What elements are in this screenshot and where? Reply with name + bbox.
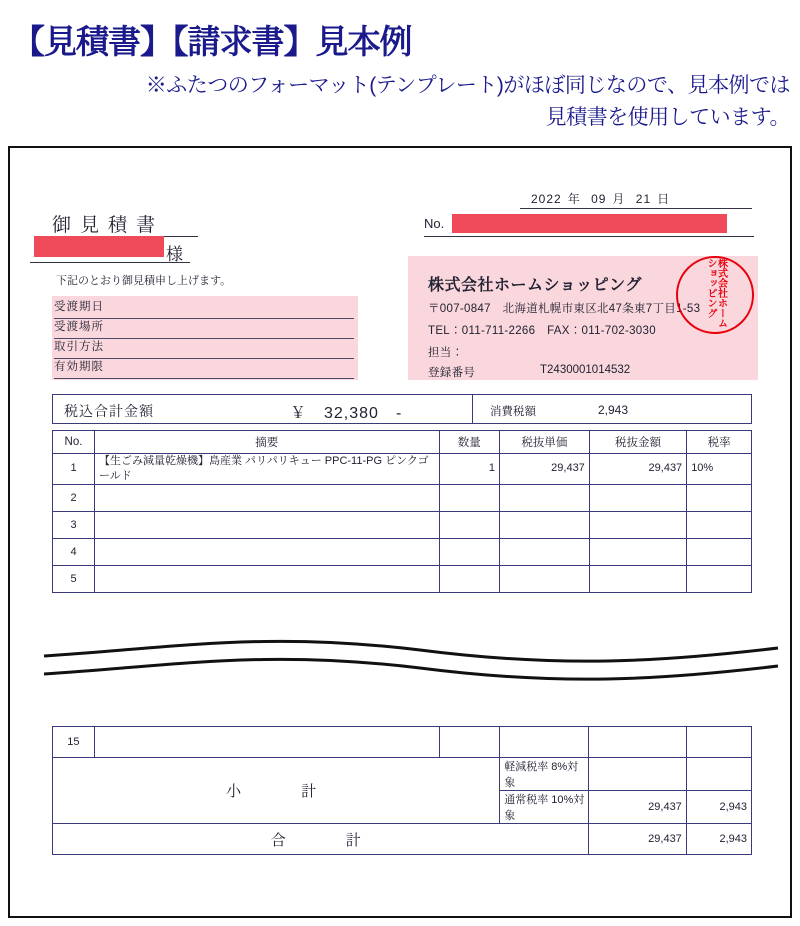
cell-amount (589, 565, 686, 592)
cell-rate (687, 484, 752, 511)
total-bar-label: 税込合計金額 (64, 403, 154, 419)
cell-desc (95, 484, 440, 511)
date-month-value: 09 (591, 192, 607, 206)
document-title: 御見積書 (52, 215, 165, 236)
cell-amount (589, 484, 686, 511)
total-bar-tax-value: 2,943 (598, 403, 629, 417)
cell-no: 4 (53, 538, 95, 565)
cell-amount (589, 727, 686, 758)
cell-unit (499, 565, 589, 592)
items-table-header-row (53, 431, 752, 454)
company-seal-icon (676, 256, 754, 334)
summary-row-reduced (53, 758, 752, 791)
cell-no: 15 (53, 727, 95, 758)
company-address: 〒007-0847 北海道札幌市東区北47条東7丁目1-53 (428, 303, 701, 315)
order-no-redaction (452, 214, 727, 233)
total-bar-separator (472, 394, 473, 424)
cell-rate (687, 511, 752, 538)
table-row (53, 484, 752, 511)
cell-desc (94, 727, 439, 758)
reduced-rate-label: 軽減税率 8%対象 (500, 758, 589, 791)
cell-unit (499, 484, 589, 511)
reduced-rate-amount (589, 758, 686, 791)
cell-rate (686, 727, 751, 758)
summary-row-total (53, 824, 752, 855)
header-no: No. (53, 431, 95, 454)
items-table (52, 430, 752, 593)
cell-unit (499, 511, 589, 538)
date-day-value: 21 (635, 192, 652, 206)
table-row-last-item (53, 727, 752, 758)
total-amount: 29,437 (589, 824, 686, 855)
date-row (528, 190, 673, 207)
cell-rate: 10% (687, 454, 752, 485)
header-qty: 数量 (439, 431, 499, 454)
cell-qty (439, 538, 499, 565)
cell-rate (687, 565, 752, 592)
cell-qty (439, 511, 499, 538)
wave-break-icon (40, 628, 782, 688)
company-registration-label: 登録番号 (428, 367, 476, 379)
date-month-label: 月 (612, 192, 626, 206)
cell-desc (95, 511, 440, 538)
reduced-rate-tax (686, 758, 751, 791)
date-underline (520, 208, 752, 209)
cell-no: 2 (53, 484, 95, 511)
cell-desc: 【生ごみ減量乾燥機】島産業 パリパリキュー PPC-11-PG ピンクゴールド (95, 454, 440, 485)
header-rate: 税率 (687, 431, 752, 454)
normal-rate-tax: 2,943 (686, 791, 751, 824)
summary-table (52, 726, 752, 855)
page-subtitle: ※ふたつのフォーマット(テンプレート)がほぼ同じなので、見本例では見積書を使用しています。 (145, 74, 790, 129)
cell-no: 5 (53, 565, 95, 592)
cell-unit (500, 727, 589, 758)
cell-qty (439, 565, 499, 592)
normal-rate-amount: 29,437 (589, 791, 686, 824)
header-amount: 税抜金額 (589, 431, 686, 454)
total-label: 合 計 (53, 824, 589, 855)
cell-qty (440, 727, 500, 758)
order-no-underline (424, 236, 754, 237)
condition-row-1: 受渡場所 (54, 318, 354, 339)
condition-row-3: 有効期限 (54, 358, 354, 379)
total-bar-value: ￥ 32,380 - (290, 405, 403, 422)
date-day-label: 日 (657, 192, 671, 206)
addressee-honorific: 様 (166, 245, 183, 264)
company-name: 株式会社ホームショッピング (428, 277, 642, 294)
cell-rate (687, 538, 752, 565)
condition-row-2: 取引方法 (54, 338, 354, 359)
cell-desc (95, 565, 440, 592)
cell-no: 1 (53, 454, 95, 485)
total-bar-tax-label: 消費税額 (490, 406, 536, 418)
cell-amount (589, 511, 686, 538)
table-row (53, 538, 752, 565)
cell-unit: 29,437 (499, 454, 589, 485)
condition-row-0: 受渡期日 (54, 298, 354, 319)
lead-text: 下記のとおり御見積申し上げます。 (56, 275, 232, 287)
header-unit: 税抜単価 (499, 431, 589, 454)
table-row (53, 454, 752, 485)
addressee-underline (30, 262, 190, 263)
cell-desc (95, 538, 440, 565)
company-registration-number: T2430001014532 (540, 364, 631, 376)
date-year-value: 2022 (531, 192, 562, 206)
company-seal-text: 株式会社ホームショッピング (705, 258, 727, 328)
cell-amount: 29,437 (589, 454, 686, 485)
table-row (53, 511, 752, 538)
header-desc: 摘要 (95, 431, 440, 454)
company-tanto: 担当： (428, 347, 464, 359)
cell-qty (439, 484, 499, 511)
page-title: 【見積書】【請求書】見本例 (12, 23, 412, 60)
normal-rate-label: 通常税率 10%対象 (500, 791, 589, 824)
date-year-label: 年 (567, 192, 581, 206)
cell-amount (589, 538, 686, 565)
cell-qty: 1 (439, 454, 499, 485)
cell-no: 3 (53, 511, 95, 538)
table-row (53, 565, 752, 592)
addressee-redaction (34, 236, 164, 257)
company-tel: TEL：011-711-2266 FAX：011-702-3030 (428, 325, 656, 337)
subtotal-label: 小 計 (53, 758, 500, 824)
order-no-label: No. (424, 216, 445, 231)
cell-unit (499, 538, 589, 565)
total-tax: 2,943 (686, 824, 751, 855)
